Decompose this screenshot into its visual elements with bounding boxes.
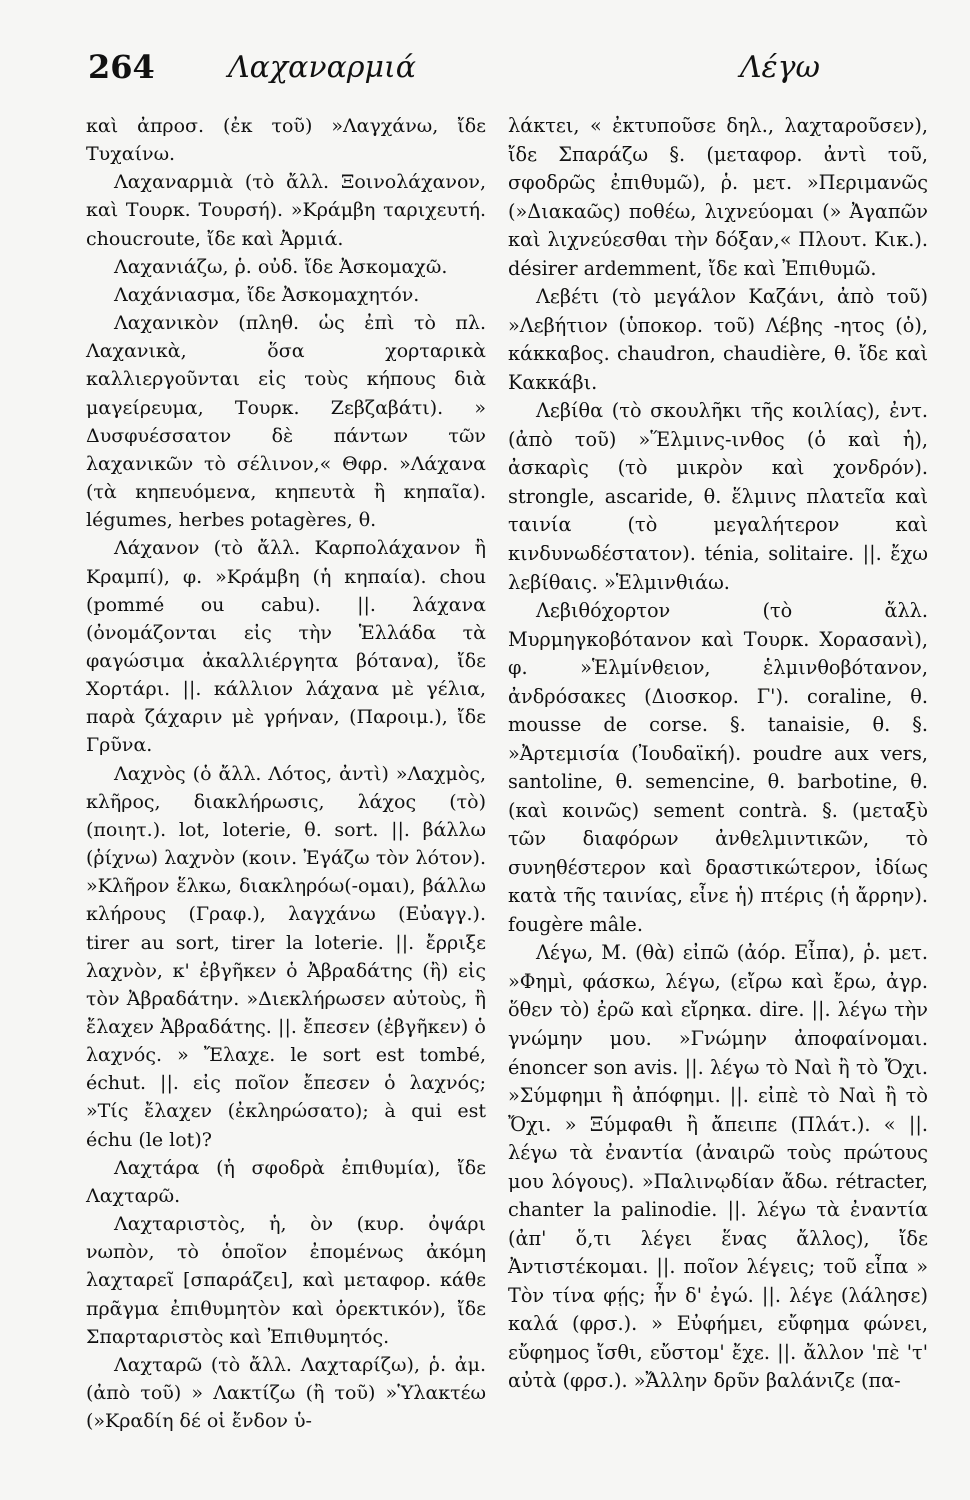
dictionary-entry: Λεβέτι (τὸ μεγάλον Καζάνι, ἀπὸ τοῦ) »Λεβήτιον (ὑποκορ. τοῦ) Λέβης -ητος (ὁ), κάκκαβος. chaudron, chaudière, θ. ἴδε καὶ Κακκάβι. (508, 285, 928, 394)
dictionary-entry: Λαχάνιασμα, ἴδε Ἀσκομαχητόν. (114, 283, 420, 306)
dictionary-entry: Λαχταριστὸς, ἡ, ὸν (κυρ. ὀψάρι νωπὸν, τὸ ὁποῖον ἐπομένως ἀκόμη λαχταρεῖ [σπαράζει], καὶ μεταφορ. κάθε πρᾶγμα ἐπιθυμητὸν καὶ ὀρεκτικόν), ἴδε Σπαρταριστὸς καὶ Ἐπιθυμητός. (86, 1213, 486, 1348)
page-header (88, 48, 900, 98)
dictionary-entry: Λεβίθα (τὸ σκουλῆκι τῆς κοιλίας), ἐντ. (ἀπὸ τοῦ) »Ἕλμινς-ινθος (ὁ καὶ ἡ), ἀσκαρὶς (τὸ μικρὸν καὶ χονδρόν). strongle, ascaride, θ. ἕλμινς πλατεῖα καὶ ταινία (τὸ μεγαλήτερον καὶ κινδυνωδέστατον). ténia, solitaire. ||. ἔχω λεβίθαις. »Ἑλμινθιάω. (508, 399, 928, 594)
page-number: 264 (88, 48, 155, 86)
dictionary-entry: Λαχτάρα (ἡ σφοδρὰ ἐπιθυμία), ἴδε Λαχταρῶ. (86, 1156, 486, 1207)
dictionary-entry: Λεβιθόχορτον (τὸ ἄλλ. Μυρμηγκοβότανον καὶ Τουρκ. Χορασανὶ), φ. »Ἑλμίνθειον, ἑλμινθοβότανον, ἀνδρόσακες (Διοσκορ. Γ'). coraline, θ. mousse de corse. §. tanaisie, θ. §. »Ἀρτεμισία (Ἰουδαϊκή). poudre aux vers, santoline, θ. semencine, θ. barbotine, θ. (καὶ κοινῶς) sement contrà. §. (μεταξὺ τῶν διαφόρων ἀνθελμιντικῶν, τὸ συνηθέστερον καὶ δραστικώτερον, ἰδίως κατὰ τῆς ταινίας, εἶνε ἡ) πτέρις (ἡ ἄρρην). fougère mâle. (508, 599, 928, 936)
right-running-head: Λέγω (739, 50, 820, 85)
right-column (508, 112, 928, 1396)
left-column (86, 112, 486, 1435)
dictionary-entry: Λαχανιάζω, ῥ. οὐδ. ἴδε Ἀσκομαχῶ. (114, 255, 448, 278)
dictionary-entry: Λαχανικὸν (πληθ. ὡς ἐπὶ τὸ πλ. Λαχανικὰ, ὅσα χορταρικὰ καλλιεργοῦνται εἰς τοὺς κήπους διὰ μαγείρευμα, Τουρκ. Ζεβζαβάτι). » Δυσφυέσσατον δὲ πάντων τῶν λαχανικῶν τὸ σέλινον,« Θφρ. »Λάχανα (τὰ κηπευόμενα, κηπευτὰ ἢ κηπαῖα). légumes, herbes potagères, θ. (86, 312, 486, 532)
dictionary-entry: Λαχταρῶ (τὸ ἄλλ. Λαχταρίζω), ῥ. ἀμ. (ἀπὸ τοῦ) » Λακτίζω (ἢ τοῦ) »Ὑλακτέω (»Κραδίη δέ οἱ ἔνδον ὑ- (86, 1353, 486, 1433)
dictionary-entry: Λαχαναρμιὰ (τὸ ἄλλ. Ξοινολάχανον, καὶ Τουρκ. Τουρσή). »Κράμβη ταριχευτή. choucroute, ἴδε καὶ Ἀρμιά. (86, 171, 486, 250)
dictionary-entry: Λάχανον (τὸ ἄλλ. Καρπολάχανον ἢ Κραμπί), φ. »Κράμβη (ἡ κηπαία). chou (pommé ou cabu). ||. λάχανα (ὀνομάζονται εἰς τὴν Ἑλλάδα τὰ φαγώσιμα ἀκαλλιέργητα βότανα), ἴδε Χορτάρι. ||. κάλλιον λάχανα μὲ γέλια, παρὰ ζάχαριν μὲ γρήναν, (Παροιμ.), ἴδε Γρῦνα. (86, 537, 486, 757)
dictionary-entry: καὶ ἀπροσ. (ἐκ τοῦ) »Λαγχάνω, ἴδε Τυχαίνω. (86, 115, 486, 166)
dictionary-entry: Λαχνὸς (ὁ ἄλλ. Λότος, ἀντὶ) »Λαχμὸς, κλῆρος, διακλήρωσις, λάχος (τὸ) (ποιητ.). lot, loterie, θ. sort. ||. βάλλω (ῥίχνω) λαχνὸν (κοιν. Ἐγάζω τὸν λότον). »Κλῆρον ἕλκω, διακληρόω(-ομαι), βάλλω κλήρους (Γραφ.), λαγχάνω (Εὐαγγ.). tirer au sort, tirer la loterie. ||. ἔρριξε λαχνὸν, κ' ἐβγῆκεν ὁ Ἀβραδάτης (ἢ) εἰς τὸν Ἀβραδάτην. »Διεκλήρωσεν αὐτοὺς, ἢ ἔλαχεν Ἀβραδάτης. ||. ἔπεσεν (ἐβγῆκεν) ὁ λαχνός. » Ἔλαχε. le sort est tombé, échut. ||. εἰς ποῖον ἔπεσεν ὁ λαχνός; »Τίς ἔλαχεν (ἐκληρώσατο); à qui est échu (le lot)? (86, 762, 486, 1151)
dictionary-entry: λάκτει, « ἐκτυποῦσε δηλ., λαχταροῦσεν), ἴδε Σπαράζω §. (μεταφορ. ἀντὶ τοῦ, σφοδρῶς ἐπιθυμῶ), ῥ. μετ. »Περιμανῶς (»Διακαῶς) ποθέω, λιχνεύομαι (» Ἀγαπῶν καὶ λιχνεύεσθαι τὴν δόξαν,« Πλουτ. Κικ.). désirer ardemment, ἴδε καὶ Ἐπιθυμῶ. (508, 114, 928, 280)
dictionary-entry: Λέγω, Μ. (θὰ) εἰπῶ (ἀόρ. Εἶπα), ῥ. μετ. »Φημὶ, φάσκω, λέγω, (εἴρω καὶ ἔρω, ἀγρ. ὅθεν τὸ) ἐρῶ καὶ εἴρηκα. dire. ||. λέγω τὴν γνώμην μου. »Γνώμην ἀποφαίνομαι. énoncer son avis. ||. λέγω τὸ Ναὶ ἢ τὸ Ὄχι. »Σύμφημι ἢ ἀπόφημι. ||. εἰπὲ τὸ Ναὶ ἢ τὸ Ὄχι. » Ξύμφαθι ἢ ἄπειπε (Πλάτ.). « ||. λέγω τὰ ἐναντία (ἀναιρῶ τοὺς πρώτους μου λόγους). »Παλινῳδίαν ἄδω. rétracter, chanter la palinodie. ||. λέγω τὰ ἐναντία (ἀπ' ὅ,τι λέγει ἕνας ἄλλος), ἴδε Ἀντιστέκομαι. ||. ποῖον λέγεις; τοῦ εἶπα » Τὸν τίνα φῄς; ἦν δ' ἐγώ. ||. λέγε (λάλησε) καλά (φρσ.). » Εὐφήμει, εὔφημα φώνει, εὔφημος ἴσθι, εὔστομ' ἔχε. ||. ἄλλον 'πὲ 'τ' αὐτὰ (φρσ.). »Ἄλλην δρῦν βαλάνιζε (πα- (508, 941, 928, 1393)
left-running-head: Λαχαναρμιά (228, 50, 417, 85)
